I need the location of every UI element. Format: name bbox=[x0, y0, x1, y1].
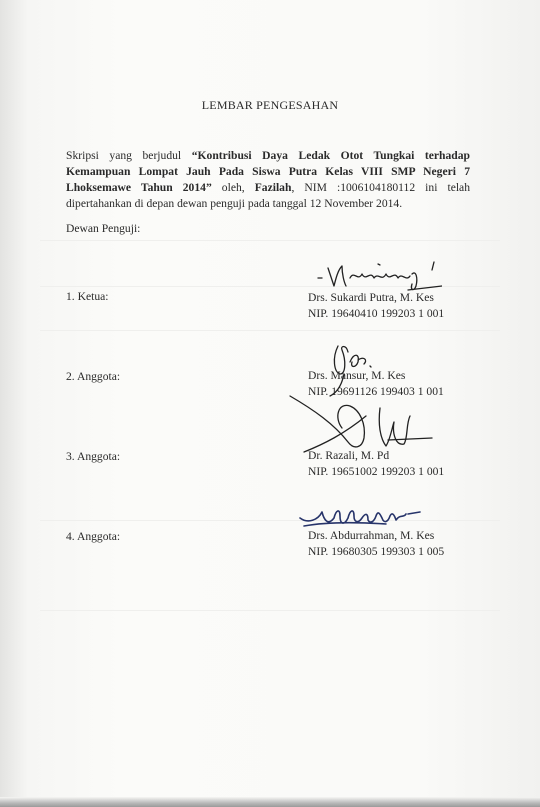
bleed-line bbox=[40, 240, 500, 241]
examiner-info bbox=[308, 448, 444, 480]
examiner-role: 1. Ketua: bbox=[66, 290, 109, 303]
approval-paragraph bbox=[66, 148, 470, 212]
examiner-name: Drs. Abdurrahman, M. Kes bbox=[308, 529, 435, 542]
page-bottom-edge bbox=[0, 797, 540, 807]
bleed-line bbox=[40, 610, 500, 611]
bleed-line bbox=[40, 330, 500, 331]
paragraph-text: , NIM :1006104180112 ini telah dipertahankan di depan dewan penguji pada tanggal 12 November 2014. bbox=[66, 181, 471, 210]
paragraph-text: Skripsi yang berjudul bbox=[66, 149, 192, 162]
examiner-role: 4. Anggota: bbox=[66, 530, 121, 543]
examiner-nip: NIP. 19640410 199203 1 001 bbox=[308, 307, 445, 320]
bleed-line bbox=[40, 520, 500, 521]
examiner-nip: NIP. 19651002 199203 1 001 bbox=[308, 465, 445, 478]
examiner-name: Drs. Mansur, M. Kes bbox=[308, 369, 406, 382]
examiner-info bbox=[308, 290, 444, 322]
dewan-penguji-label: Dewan Penguji: bbox=[66, 222, 141, 235]
page-title: LEMBAR PENGESAHAN bbox=[201, 98, 339, 112]
thesis-title: “Kontribusi Daya Ledak Otot Tungkai terhadap Kemampuan Lompat Jauh Pada Siswa Putra Kelas VIII SMP Negeri 7 Lhoksemawe Tahun 2014” bbox=[66, 149, 470, 194]
examiner-nip: NIP. 19691126 199403 1 001 bbox=[308, 385, 444, 398]
examiner-info bbox=[308, 368, 444, 400]
paragraph-text: oleh, bbox=[211, 181, 255, 194]
examiner-role: 2. Anggota: bbox=[66, 370, 121, 383]
examiner-name: Dr. Razali, M. Pd bbox=[308, 449, 390, 462]
examiner-name: Drs. Sukardi Putra, M. Kes bbox=[308, 291, 434, 304]
examiner-role: 3. Anggota: bbox=[66, 450, 121, 463]
bleed-line bbox=[40, 286, 500, 287]
author-name: Fazilah bbox=[254, 181, 292, 194]
examiner-nip: NIP. 19680305 199303 1 005 bbox=[308, 545, 445, 558]
examiner-info bbox=[308, 528, 444, 560]
